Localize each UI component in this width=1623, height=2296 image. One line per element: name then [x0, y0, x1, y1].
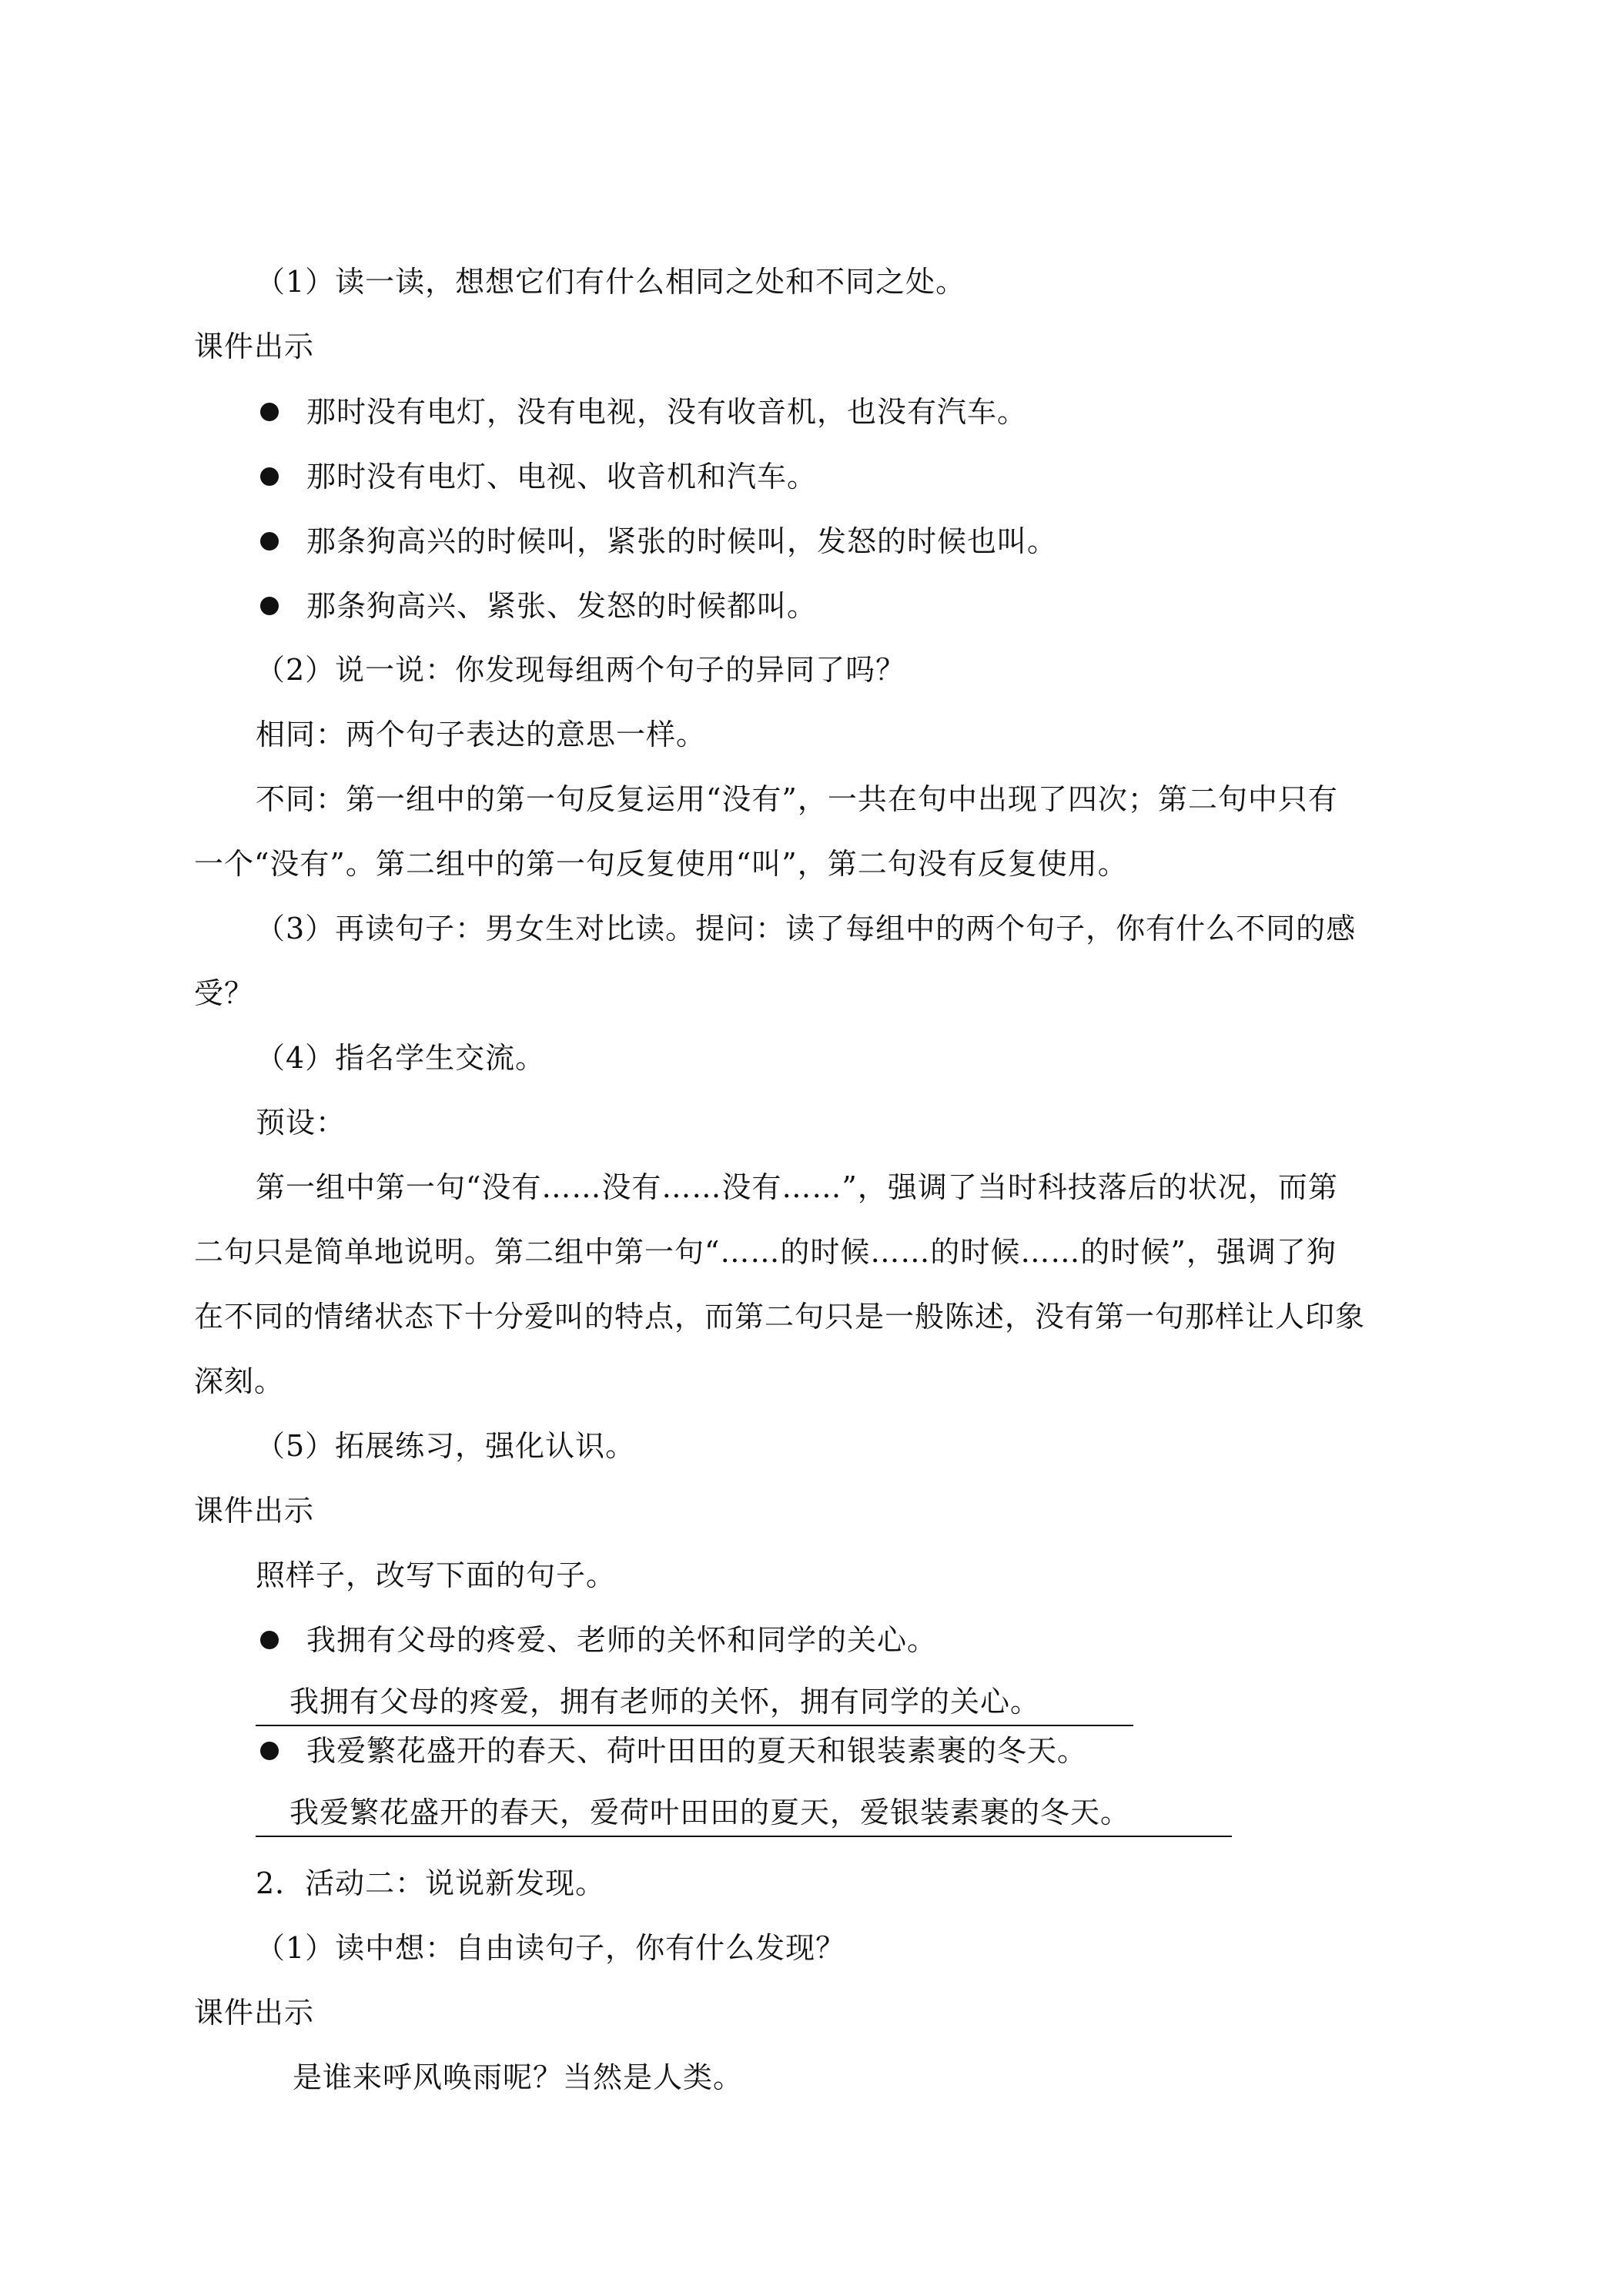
bullet-icon	[260, 467, 279, 486]
courseware-label: 课件出示	[194, 330, 315, 363]
bullet-icon	[260, 403, 279, 421]
exercise-sentence: 我爱繁花盛开的春天、荷叶田田的夏天和银装素裹的冬天。	[306, 1734, 1088, 1768]
exercise-answer: 我爱繁花盛开的春天，爱荷叶田田的夏天，爱银装素裹的冬天。	[256, 1794, 1232, 1837]
exercise-sentence: 我拥有父母的疼爱、老师的关怀和同学的关心。	[306, 1623, 938, 1657]
courseware-label: 课件出示	[194, 1494, 315, 1528]
courseware-label: 课件出示	[194, 1996, 315, 2030]
bullet-icon	[260, 597, 279, 615]
rewrite-instruction: 照样子，改写下面的句子。	[256, 1558, 617, 1592]
similarity-text: 相同：两个句子表达的意思一样。	[256, 718, 707, 751]
example-sentence: 那时没有电灯，没有电视，没有收音机，也没有汽车。	[306, 395, 1028, 429]
step-1-instruction: （1）读一读，想想它们有什么相同之处和不同之处。	[256, 265, 966, 299]
step-5-instruction: （5）拓展练习，强化认识。	[256, 1429, 636, 1463]
step-3-instruction-cont: 受？	[194, 976, 255, 1010]
bullet-icon	[260, 1742, 279, 1760]
activity-2-heading: 2．活动二：说说新发现。	[256, 1866, 606, 1900]
step-2-instruction: （2）说一说：你发现每组两个句子的异同了吗？	[256, 653, 906, 687]
example-sentence: 是谁来呼风唤雨呢？当然是人类。	[293, 2060, 744, 2094]
preset-label: 预设：	[256, 1106, 346, 1140]
preset-paragraph: 第一组中第一句“没有……没有……没有……”，强调了当时科技落后的状况，而第	[256, 1170, 1338, 1204]
preset-paragraph-line-2: 二句只是简单地说明。第二组中第一句“……的时候……的时候……的时候”，强调了狗	[194, 1235, 1337, 1269]
exercise-answer: 我拥有父母的疼爱，拥有老师的关怀，拥有同学的关心。	[256, 1683, 1133, 1726]
preset-paragraph-line-3: 在不同的情绪状态下十分爱叫的特点，而第二句只是一般陈述，没有第一句那样让人印象	[194, 1300, 1366, 1334]
example-sentence: 那条狗高兴的时候叫，紧张的时候叫，发怒的时候也叫。	[306, 524, 1058, 558]
example-sentence: 那条狗高兴、紧张、发怒的时候都叫。	[306, 589, 818, 623]
step-3-instruction: （3）再读句子：男女生对比读。提问：读了每组中的两个句子，你有什么不同的感	[256, 912, 1357, 946]
bullet-icon	[260, 532, 279, 551]
example-sentence: 那时没有电灯、电视、收音机和汽车。	[306, 460, 818, 494]
bullet-icon	[260, 1631, 279, 1649]
difference-text-cont: 一个“没有”。第二组中的第一句反复使用“叫”，第二句没有反复使用。	[194, 847, 1128, 881]
difference-text: 不同：第一组中的第一句反复运用“没有”，一共在句中出现了四次；第二句中只有	[256, 782, 1338, 816]
preset-paragraph-line-4: 深刻。	[194, 1364, 285, 1398]
activity-2-step-1: （1）读中想：自由读句子，你有什么发现？	[256, 1931, 846, 1965]
step-4-instruction: （4）指名学生交流。	[256, 1041, 546, 1075]
